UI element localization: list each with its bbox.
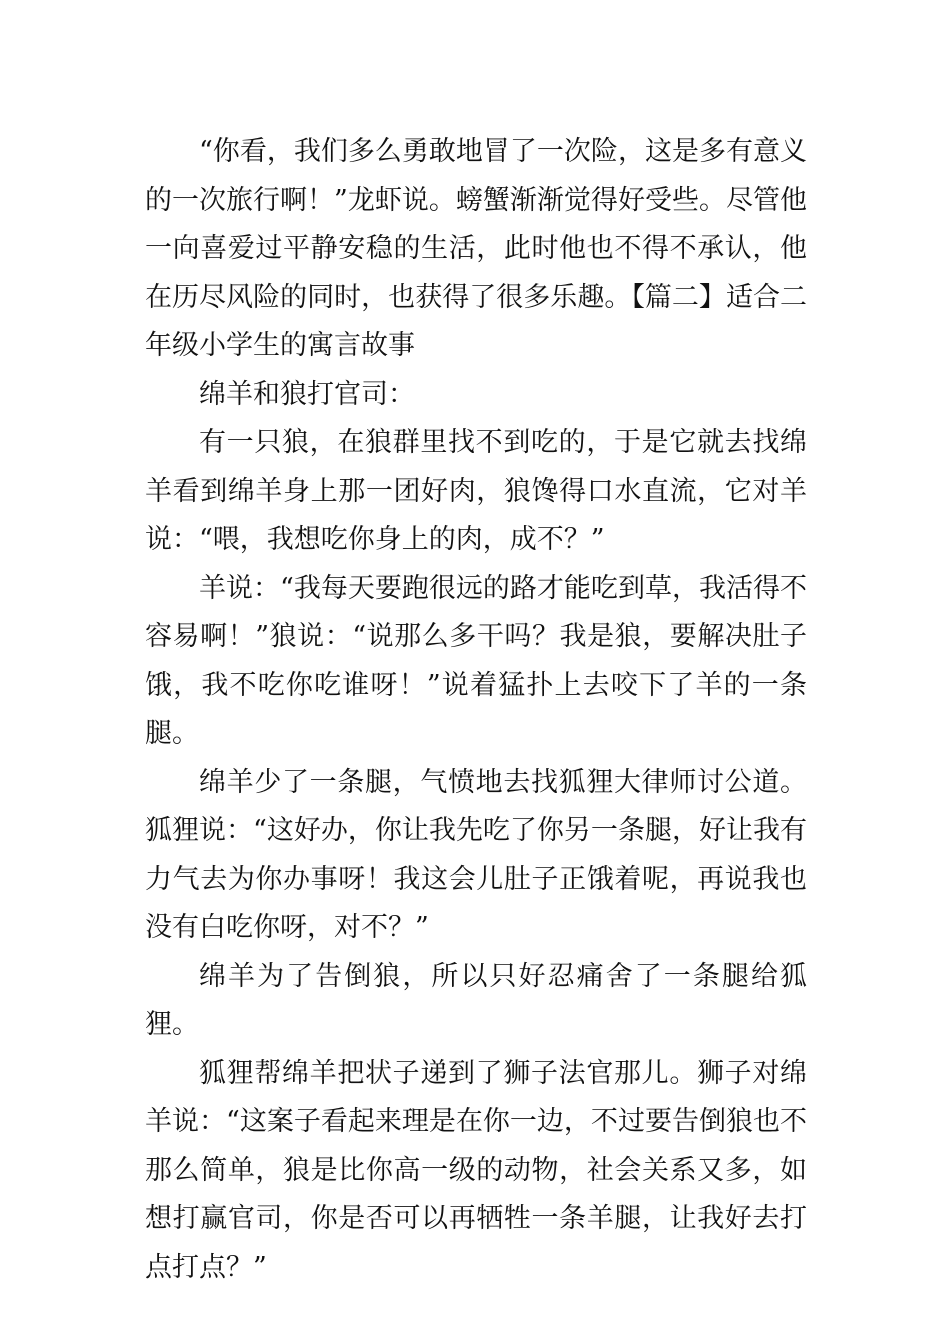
paragraph-fox-lawyer: 绵羊少了一条腿，气愤地去找狐狸大律师讨公道。狐狸说：“这好办，你让我先吃了你另一条腿，好让我有力气去为你办事呀！我这会儿肚子正饿着呢，再说我也没有白吃你呀，对不？” bbox=[145, 766, 807, 943]
document-body bbox=[145, 128, 807, 1292]
paragraph-wolf-intro: 有一只狼，在狼群里找不到吃的，于是它就去找绵羊看到绵羊身上那一团好肉，狼馋得口水直流，它对羊说：“喂，我想吃你身上的肉，成不？” bbox=[145, 427, 807, 555]
paragraph-sheep-sacrifice: 绵羊为了告倒狼，所以只好忍痛舍了一条腿给狐狸。 bbox=[145, 960, 807, 1040]
paragraph-story-ending: “你看，我们多么勇敢地冒了一次险，这是多有意义的一次旅行啊！”龙虾说。螃蟹渐渐觉得好受些。尽管他一向喜爱过平静安稳的生活，此时他也不得不承认，他在历尽风险的同时，也获得了很多乐趣。【篇二】适合二年级小学生的寓言故事 bbox=[145, 136, 807, 361]
paragraph-story-title: 绵羊和狼打官司： bbox=[199, 378, 415, 410]
paragraph-sheep-reply: 羊说：“我每天要跑很远的路才能吃到草，我活得不容易啊！”狼说：“说那么多干吗？我是狼，要解决肚子饿，我不吃你吃谁呀！”说着猛扑上去咬下了羊的一条腿。 bbox=[145, 572, 807, 749]
paragraph-lion-judge: 狐狸帮绵羊把状子递到了狮子法官那儿。狮子对绵羊说：“这案子看起来理是在你一边，不过要告倒狼也不那么简单，狼是比你高一级的动物，社会关系又多，如想打赢官司，你是否可以再牺牲一条羊腿，让我好去打点打点？” bbox=[145, 1057, 807, 1283]
